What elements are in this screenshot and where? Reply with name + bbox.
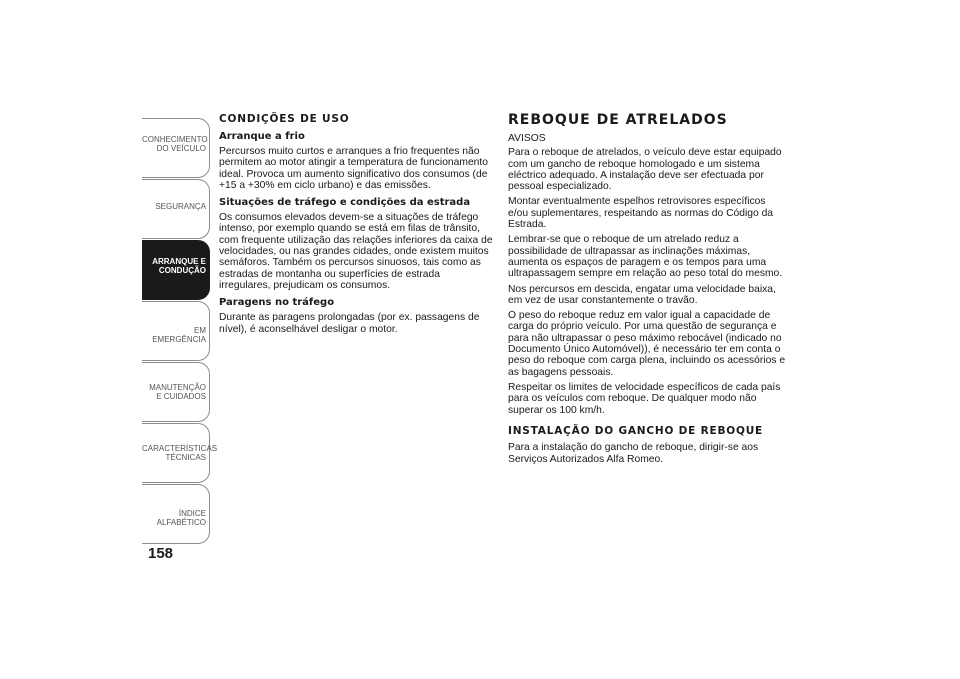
right-column: [508, 113, 786, 469]
section-heading-instalacao-gancho: INSTALAÇÃO DO GANCHO DE REBOQUE: [508, 424, 764, 437]
section-heading-reboque: REBOQUE DE ATRELADOS: [508, 112, 728, 128]
paragraph: Lembrar-se que o reboque de um atrelado reduz a possibilidade de ultrapassar as inclinações máximas, aumenta os espaços de paragem e os tempos para uma ultrapassagem sempre em relação ao peso total do mesmo.: [508, 234, 783, 280]
paragraph: Os consumos elevados devem-se a situações de tráfego intenso, por exemplo quando se está em filas de trânsito, com frequente utilização das relações inferiores da caixa de velocidades, ou nas grandes cidades, onde existem muitos semáforos. Também os percursos sinuosos, tais como as estradas de montanha ou superfícies de estrada irregulares, prejudicam os consumos.: [219, 212, 493, 291]
tab-indice-alfabetico[interactable]: ÍNDICE ALFABÉTICO: [142, 484, 210, 544]
paragraph: Respeitar os limites de velocidade específicos de cada país para os veículos com reboque. De qualquer modo não superar os 100 km/h.: [508, 381, 781, 416]
tab-em-emergencia[interactable]: EM EMERGÊNCIA: [142, 301, 210, 361]
tab-conhecimento-do-veiculo[interactable]: CONHECIMENTO DO VEÍCULO: [142, 118, 210, 178]
paragraph: Durante as paragens prolongadas (por ex. passagens de nível), é aconselhável desligar o motor.: [219, 312, 480, 335]
tab-caracteristicas-tecnicas[interactable]: CARACTERÍSTICAS TÉCNICAS: [142, 423, 210, 483]
left-column: [219, 113, 494, 339]
section-heading-condicoes-de-uso: CONDIÇÕES DE USO: [219, 113, 350, 125]
warnings-label: AVISOS: [508, 133, 546, 144]
paragraph: Percursos muito curtos e arranques a frio frequentes não permitem ao motor atingir a temperatura de funcionamento ideal. Provoca um aumento significativo dos consumos (de +15 a +30% em ciclo urbano) e das emissões.: [219, 146, 489, 191]
tab-manutencao-e-cuidados[interactable]: MANUTENÇÃO E CUIDADOS: [142, 362, 210, 422]
subheading-trafego: Situações de tráfego e condições da estrada: [219, 197, 471, 209]
paragraph: O peso do reboque reduz em valor igual a capacidade de carga do próprio veículo. Por uma questão de segurança e para não ultrapassar o peso máximo rebocável (indicado no Documento Único Automóvel)), é necessário ter em conta o peso do reboque com carga plena, incluindo os acessórios e as bagagens pessoais.: [508, 310, 786, 378]
tab-arranque-e-conducao[interactable]: ARRANQUE E CONDUÇÃO: [142, 240, 210, 300]
subheading-paragens: Paragens no tráfego: [219, 297, 335, 309]
paragraph: Para a instalação do gancho de reboque, dirigir-se aos Serviços Autorizados Alfa Romeo.: [508, 442, 759, 465]
paragraph: Para o reboque de atrelados, o veículo deve estar equipado com um gancho de reboque homologado e um sistema eléctrico adequado. A instalação deve ser efectuada por pessoal especializado.: [508, 147, 782, 193]
subheading-arranque-a-frio: Arranque a frio: [219, 131, 305, 142]
tab-seguranca[interactable]: SEGURANÇA: [142, 179, 210, 239]
paragraph: Montar eventualmente espelhos retrovisores específicos e/ou suplementares, respeitando as normas do Código da Estrada.: [508, 196, 774, 231]
paragraph: Nos percursos em descida, engatar uma velocidade baixa, em vez de usar constantemente o travão.: [508, 283, 776, 306]
page-number: 158: [148, 545, 174, 562]
